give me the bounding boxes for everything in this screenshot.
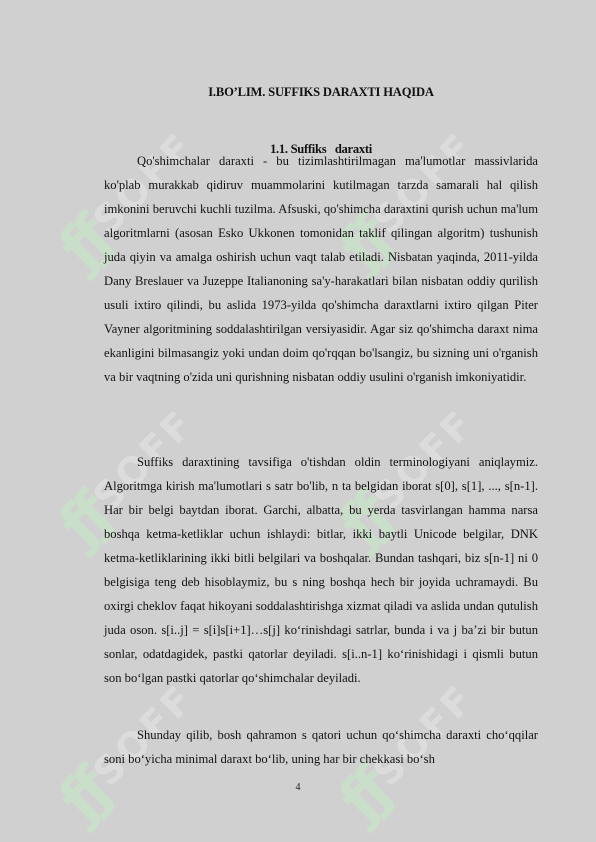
paragraph: Shunday qilib, bosh qahramon s qatori uchun qo‘shimcha daraxti cho‘qqilar soni bo‘yicha minimal daraxt bo‘lib, uning har bir chekkasi bo‘sh (104, 728, 538, 766)
watermark-logo-icon: ƒƒ (45, 482, 122, 559)
watermark-text: SOFF (84, 401, 203, 520)
paragraph: Suffiks daraxtining tavsifiga o'tishdan oldin terminologiyani aniqlaymiz. Algoritmga kirish ma'lumotlari s satr bo'lib, n ta belgidan iborat s[0], s[1], ..., s[n-1]. Har bir belgi baytdan iborat. Garchi, albatta, bu yerda tasvirlangan hamma narsa boshqa ketma-ketliklar uchun ishlaydi: bitlar, ikki baytli Unicode belgilar, DNK ketma-ketliklarining ikki bitli belgilari va boshqalar. Bundan tashqari, biz s[n-1] ni 0 belgisiga teng deb hisoblaymiz, bu s ning boshqa hech bir joyida uchramaydi. Bu oxirgi cheklov faqat hikoyani soddalashtirishga xizmat qiladi va aslida undan qutulish juda oson. s[i..j] = s[i]s[i+1]…s[j] ko‘rinishdagi satrlar, bunda i va j ba’zi bir butun sonlar, odatdagidek, pastki qatorlar deyiladi. s[i..n-1] ko‘rinishidagi i qismli butun son bo‘lgan pastki qatorlar qo‘shimchalar deyiladi. (104, 455, 538, 685)
watermark-logo-icon: ƒƒ (325, 482, 402, 559)
watermark-text: SOFF (364, 401, 483, 520)
paragraph: Qo'shimchalar daraxti - bu tizimlashtirilmagan ma'lumotlar massivlarida ko'plab murakkab qidiruv muammolarini kutilmagan tarzda samarali hal qilish imkonini beruvchi kuchli tuzilma. Afsuski, qo'shimcha daraxtini qurish uchun ma'lum algoritmlarni (asosan Esko Ukkonen tomonidan taklif qilingan algoritm) tushunish juda qiyin va amalga oshirish uchun vaqt talab etiladi. Nisbatan yaqinda, 2011-yilda Dany Breslauer va Juzeppe Italianoning sa'y-harakatlari bilan nisbatan oddiy qurilish usuli ixtiro qilindi, bu aslida 1973-yilda qo'shimcha daraxtlarni ixtiro qilgan Piter Vayner algoritmining soddalashtirilgan versiyasidir. Agar siz qo'shimcha daraxt nima ekanligini bilmasangiz yoki undan doim qo'rqqan bo'lsangiz, bu sizning uni o'rganish va bir vaqtning o'zida uni qurishning nisbatan oddiy usulini o'rganish imkoniyatidir. (104, 154, 538, 384)
chapter-title: I.BO’LIM. SUFFIKS DARAXTI HAQIDA (208, 85, 434, 99)
watermark-text: SOFF (84, 124, 203, 243)
watermark-text: SOFF (364, 676, 483, 795)
watermark-text: SOFF (84, 676, 203, 795)
section-title: 1.1. Suffiks daraxti (270, 142, 372, 156)
watermark-logo-icon: ƒƒ (45, 757, 122, 834)
watermark-logo-icon: ƒƒ (325, 205, 402, 282)
page-number: 4 (295, 782, 301, 793)
watermark-logo-icon: ƒƒ (325, 757, 402, 834)
watermark-logo-icon: ƒƒ (45, 205, 122, 282)
watermark-text: SOFF (364, 124, 483, 243)
